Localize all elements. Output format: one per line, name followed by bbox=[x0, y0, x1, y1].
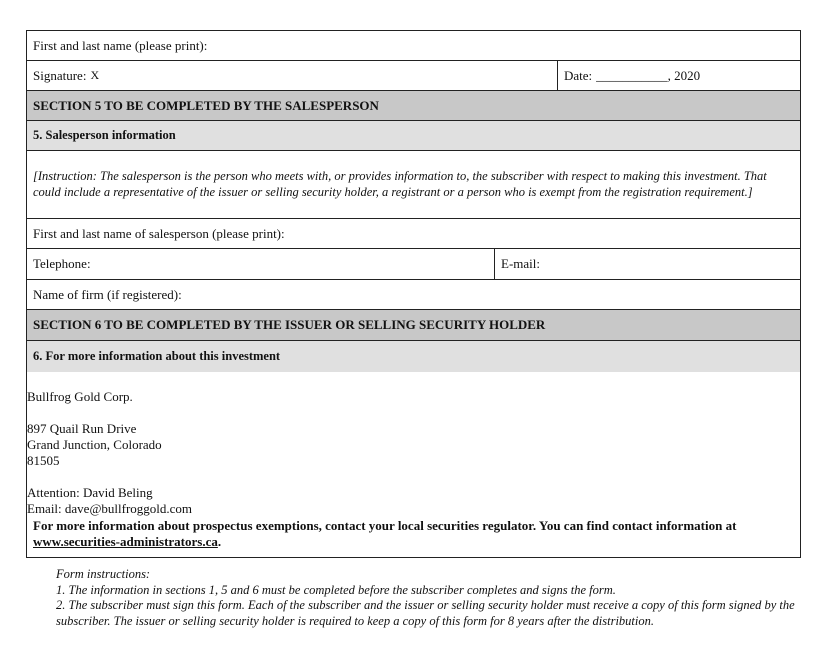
firm-field[interactable] bbox=[27, 280, 182, 309]
name-label: First and last name (please print): bbox=[33, 37, 208, 53]
telephone-field[interactable] bbox=[27, 249, 494, 279]
salesperson-name-field[interactable] bbox=[27, 219, 285, 248]
contact-row bbox=[27, 249, 800, 280]
name-field[interactable] bbox=[27, 31, 207, 60]
name-row bbox=[27, 31, 800, 61]
instructions-heading: Form instructions: bbox=[56, 567, 151, 581]
signature-field[interactable] bbox=[27, 61, 557, 90]
date-field[interactable] bbox=[557, 61, 800, 90]
section6-title: SECTION 6 TO BE COMPLETED BY THE ISSUER OR SELLING SECURITY HOLDER bbox=[33, 317, 546, 332]
instruction-row bbox=[27, 151, 800, 219]
salesperson-name-label: First and last name of salesperson (please print): bbox=[33, 225, 285, 241]
section5-subheader bbox=[27, 121, 800, 151]
form-instructions bbox=[56, 567, 796, 630]
issuer-address bbox=[27, 372, 800, 515]
telephone-label: Telephone: bbox=[33, 256, 91, 271]
section6-subheader bbox=[27, 341, 800, 372]
email-field[interactable] bbox=[494, 249, 800, 279]
subscription-form bbox=[26, 30, 801, 558]
company-name: Bullfrog Gold Corp. bbox=[27, 389, 133, 404]
section5-title: SECTION 5 TO BE COMPLETED BY THE SALESPERSON bbox=[33, 97, 379, 113]
signature-label: Signature: bbox=[33, 67, 87, 83]
section5-header bbox=[27, 91, 800, 121]
date-year: , 2020 bbox=[667, 67, 701, 83]
regulator-link[interactable]: www.securities-administrators.ca bbox=[33, 534, 218, 549]
section6-subtitle: 6. For more information about this investment bbox=[33, 349, 281, 363]
address-line-3: 81505 bbox=[27, 453, 60, 468]
firm-label: Name of firm (if registered): bbox=[33, 286, 182, 302]
address-line-1: 897 Quail Run Drive bbox=[27, 421, 137, 436]
section6-header bbox=[27, 310, 800, 341]
address-line-2: Grand Junction, Colorado bbox=[27, 437, 162, 452]
signature-row bbox=[27, 61, 800, 91]
signature-mark: X bbox=[90, 68, 100, 82]
date-blank: ___________ bbox=[596, 67, 668, 83]
attention-line: Attention: David Beling bbox=[27, 485, 153, 500]
firm-row bbox=[27, 280, 800, 310]
salesperson-instruction: [Instruction: The salesperson is the person who meets with, or provides information to, the subscriber with respect to making this investment. That could include a representative of the issuer or selling security holder, a registrant or a person who is exempt from the registration requirement.] bbox=[33, 169, 767, 199]
more-info-end: . bbox=[217, 534, 222, 549]
instruction-item-1: 1. The information in sections 1, 5 and 6 must be completed before the subscriber completes and signs the form. bbox=[56, 582, 616, 597]
instruction-item-2: 2. The subscriber must sign this form. Each of the subscriber and the issuer or selling security holder must receive a copy of this form signed by the subscriber. The issuer or selling security holder is required to keep a copy of this form for 8 years after the distribution. bbox=[56, 598, 795, 629]
more-info-paragraph bbox=[27, 515, 800, 557]
email-line: Email: dave@bullfroggold.com bbox=[27, 501, 193, 516]
salesperson-name-row bbox=[27, 219, 800, 249]
date-label: Date: bbox=[564, 67, 593, 83]
section5-subtitle: 5. Salesperson information bbox=[33, 128, 176, 142]
more-info-text: For more information about prospectus exemptions, contact your local securities regulator. You can find contact information at bbox=[33, 518, 737, 533]
email-label: E-mail: bbox=[501, 256, 540, 271]
